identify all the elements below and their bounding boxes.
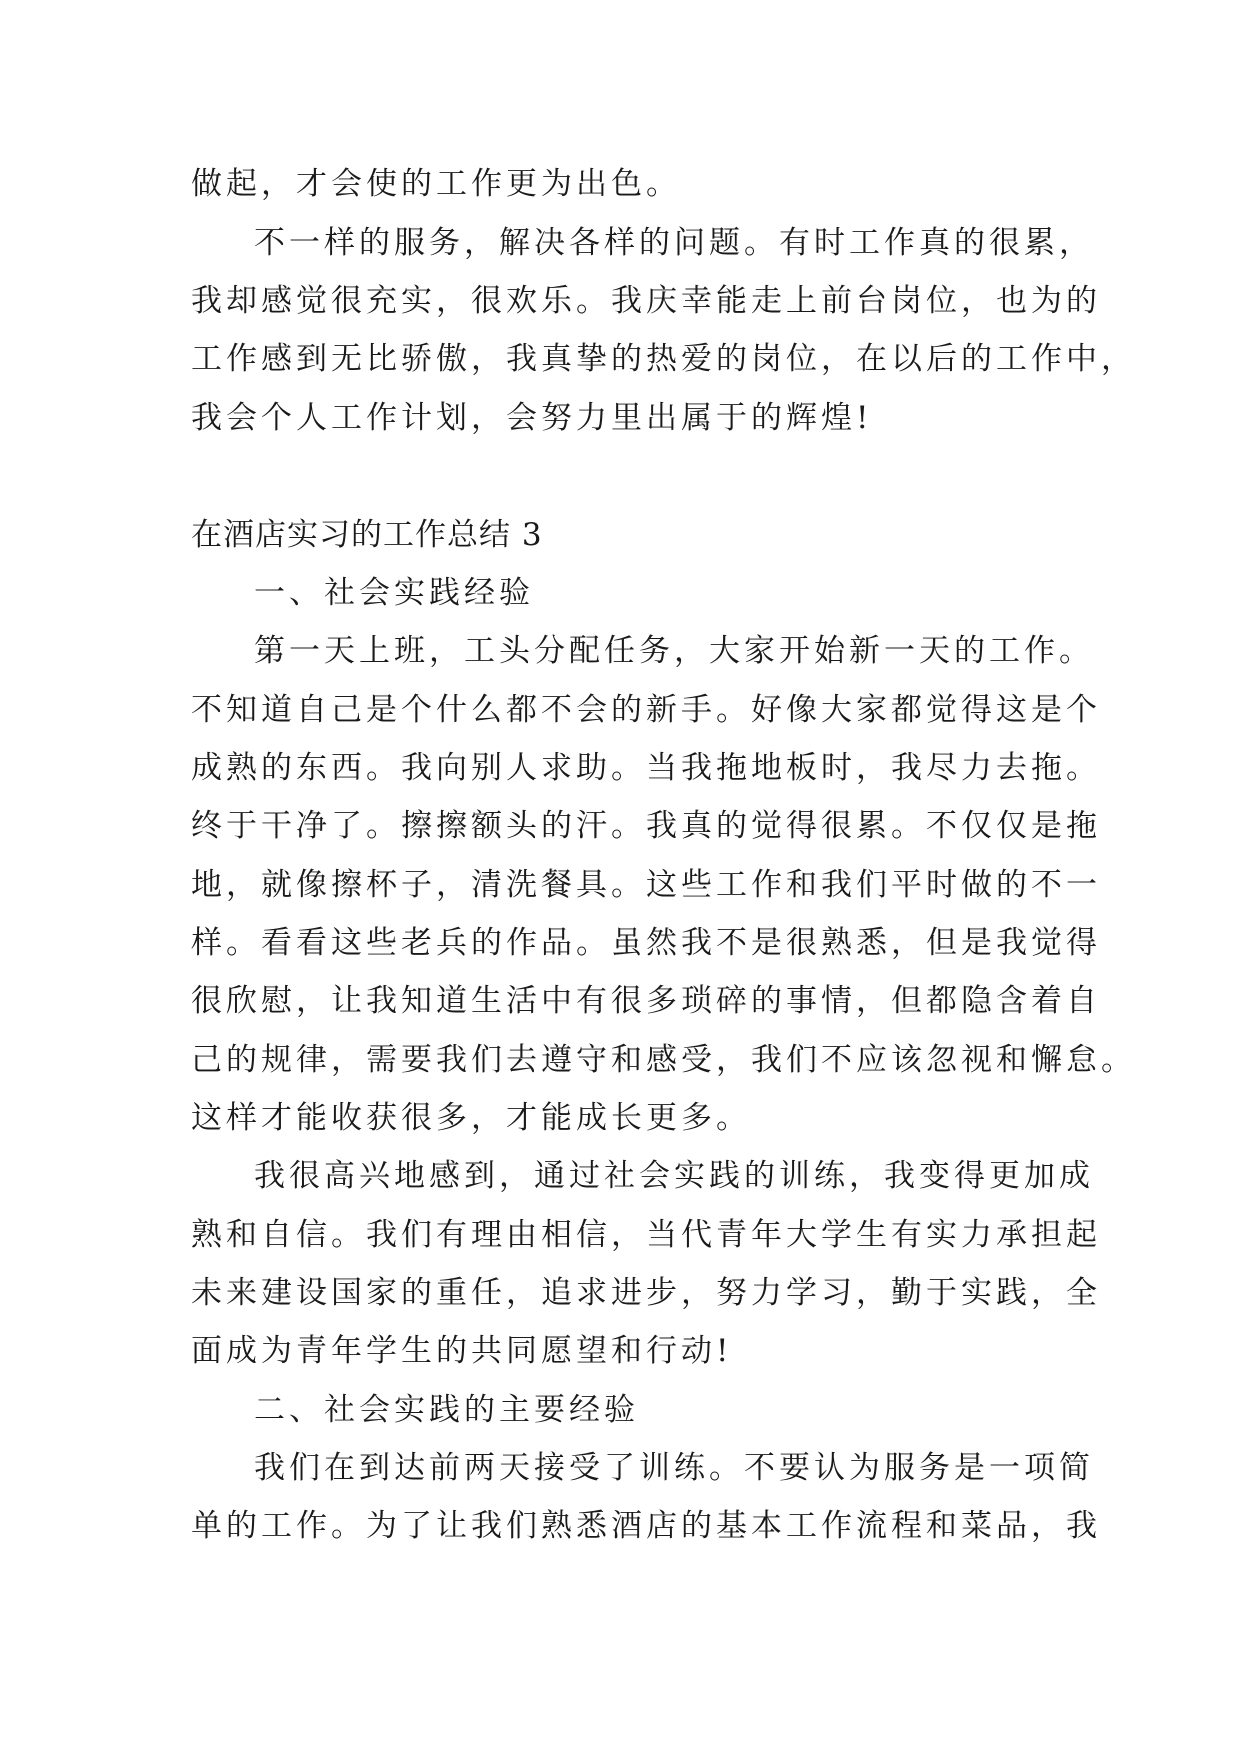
paragraph-line: 我会个人工作计划，会努力里出属于的辉煌! bbox=[191, 400, 873, 436]
paragraph-line: 不知道自己是个什么都不会的新手。好像大家都觉得这是个 bbox=[191, 692, 1101, 728]
paragraph-line: 做起，才会使的工作更为出色。 bbox=[191, 166, 681, 202]
paragraph-line: 我很高兴地感到，通过社会实践的训练，我变得更加成 bbox=[254, 1158, 1094, 1194]
paragraph-line: 不一样的服务，解决各样的问题。有时工作真的很累， bbox=[254, 225, 1094, 261]
paragraph-line: 终于干净了。擦擦额头的汗。我真的觉得很累。不仅仅是拖 bbox=[191, 808, 1101, 844]
paragraph-line: 己的规律，需要我们去遵守和感受，我们不应该忽视和懈怠。 bbox=[191, 1042, 1136, 1078]
paragraph-line: 很欣慰，让我知道生活中有很多琐碎的事情，但都隐含着自 bbox=[191, 983, 1101, 1019]
paragraph-line: 熟和自信。我们有理由相信，当代青年大学生有实力承担起 bbox=[191, 1217, 1101, 1253]
paragraph-line: 第一天上班，工头分配任务，大家开始新一天的工作。 bbox=[254, 633, 1094, 669]
paragraph-line: 未来建设国家的重任，追求进步，努力学习，勤于实践，全 bbox=[191, 1275, 1101, 1311]
paragraph-line: 工作感到无比骄傲，我真挚的热爱的岗位，在以后的工作中， bbox=[191, 341, 1136, 377]
subsection-heading: 一、社会实践经验 bbox=[254, 575, 534, 611]
paragraph-line: 单的工作。为了让我们熟悉酒店的基本工作流程和菜品，我 bbox=[191, 1508, 1101, 1544]
paragraph-line: 地，就像擦杯子，清洗餐具。这些工作和我们平时做的不一 bbox=[191, 867, 1101, 903]
paragraph-line: 我们在到达前两天接受了训练。不要认为服务是一项简 bbox=[254, 1450, 1094, 1486]
paragraph-line: 我却感觉很充实，很欢乐。我庆幸能走上前台岗位，也为的 bbox=[191, 283, 1101, 319]
section-title: 在酒店实习的工作总结 3 bbox=[191, 517, 543, 553]
paragraph-line: 面成为青年学生的共同愿望和行动! bbox=[191, 1333, 733, 1369]
paragraph-line: 样。看看这些老兵的作品。虽然我不是很熟悉，但是我觉得 bbox=[191, 925, 1101, 961]
paragraph-line: 这样才能收获很多，才能成长更多。 bbox=[191, 1100, 751, 1136]
subsection-heading: 二、社会实践的主要经验 bbox=[254, 1392, 639, 1428]
paragraph-line: 成熟的东西。我向别人求助。当我拖地板时，我尽力去拖。 bbox=[191, 750, 1101, 786]
